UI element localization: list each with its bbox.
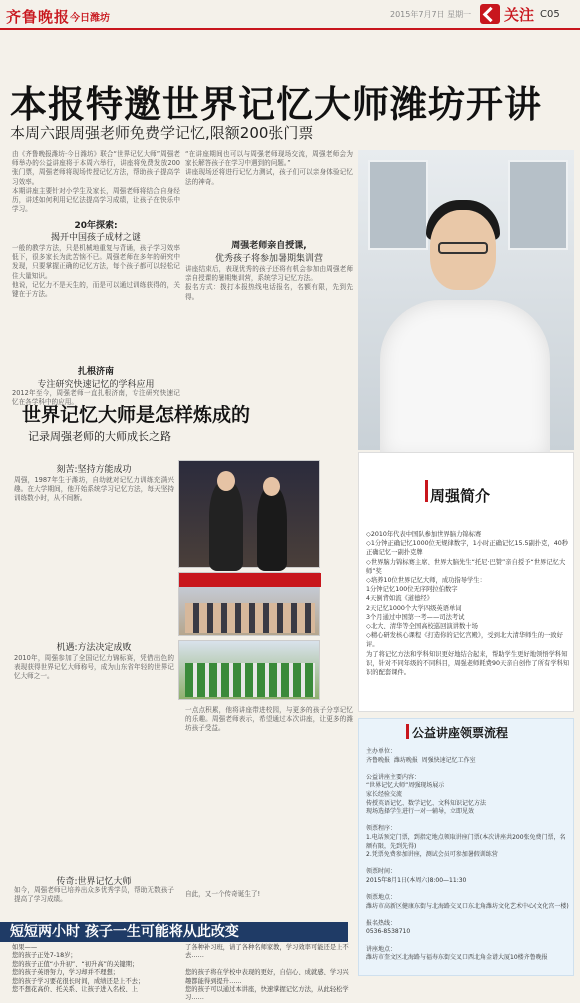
portrait-photo [358, 150, 574, 450]
section-heading: 传奇:世界记忆大师 [56, 877, 132, 887]
students-photo [178, 640, 320, 700]
section-heading: 周强老师亲自授课, [231, 241, 307, 251]
subheadline: 本周六跟周强老师免费学记忆,限额200张门票 [10, 124, 314, 142]
section-heading: 20年探索: [74, 221, 118, 231]
article-column-3a: 周强，1987年生于潍坊，自幼就对记忆力训练充满兴趣。在大学期间，他开始系统学习记忆方法，每天坚持训练数小时，从不间断。 [14, 476, 174, 503]
section-heading: 专注研究快速记忆的学科应用 [37, 380, 155, 390]
award-photo [178, 460, 320, 568]
group-photo [178, 572, 320, 636]
newspaper-logo: 齐鲁晚报 [6, 8, 71, 26]
lecture-title: 公益讲座领票流程 [412, 726, 509, 740]
accent-bar [425, 480, 428, 502]
section-heading: 优秀孩子将参加暑期集训营 [214, 254, 323, 264]
section-heading: 机遇:方法决定成败 [56, 643, 132, 653]
article-column-3b: 2010年，周强参加了全国记忆力锦标赛，凭借出色的表现获得世界记忆大师称号，成为山东省年轻的世界记忆大师之一。 [14, 654, 174, 681]
checkmark-icon [480, 4, 500, 24]
headline: 本报特邀世界记忆大师潍坊开讲 [10, 83, 542, 126]
section-heading: 扎根济南 [77, 367, 114, 377]
promo-text-left: 如果—— 您的孩子正处7-18岁； 您的孩子正值“小升初”、“初升高”的关键期； 您的孩子英语努力，学习却并不理想； 您的孩子学习要花很长时间，成绩还是上不去； 您不想花高价、托关系、让孩子进入名校、上 [12, 944, 145, 994]
article-column-2a: “在讲座期间也可以与周强老师现场交流，周强老师会为家长解答孩子在学习中遇到的问题。” 讲座现场还将进行记忆力测试，孩子们可以亲身体验记忆法的神奇。 [185, 150, 353, 186]
masthead [0, 0, 580, 30]
article-column-1b: 一般的教学方法，只是机械地重复与背诵，孩子学习效率低下，很多家长为此苦恼不已。周强老师在多年的研究中发现，只要掌握正确的记忆方法，每个孩子都可以轻松记住大量知识。 他说，记忆力不是天生的，而是可以通过训练获得的，关键在于方法。 [12, 244, 180, 299]
edition-tag: 今日潍坊 [70, 13, 110, 24]
article-column-4a: 一点点积累，他将讲座带进校园，与更多的孩子分享记忆的乐趣。周强老师表示，希望通过本次讲座，让更多的潍坊孩子受益。 [185, 706, 353, 733]
accent-bar [406, 724, 409, 739]
lecture-text: 主办单位： 齐鲁晚报 潍坊晚报 周强快速记忆工作室 公益讲座主要内容： “世界记忆大师”周强现场展示 家长经验交流 传授英语记忆、数学记忆、文科知识记忆方法 现场选择学生进行一对一辅导，立即见效 领票程序： 1.电话预定门票，到指定地点领取讲座门票(本次讲座共200张免费门票，名额有限，先到先得) 2.凭票免费参加讲座，测试会员可参加暑假训练营 领票时间： 2015年8月1日(本周六)8:00—11:30 领票地点： 潍坊市高新区健康东街与北海路交叉口东北角潍坊文化艺术中心(文化宫一楼) 报名热线： 0536-8538710 讲座地点： 潍坊市奎文区北海路与福寿东街交叉口西北角金谱大厦10楼齐鲁晚报 [366, 748, 569, 962]
article-column-4b: 自此，又一个传奇诞生了! [185, 890, 261, 898]
feature-title: 世界记忆大师是怎样炼成的 [22, 404, 251, 426]
dateline: 2015年7月7日 星期一 [390, 10, 472, 19]
section-heading: 揭开中国孩子成材之谜 [50, 233, 141, 243]
article-column-1c: 2012年至今，周强老师一直扎根济南，专注研究快速记忆在各学科中的应用。 [12, 389, 180, 407]
article-column-1a: 由《齐鲁晚报潍坊·今日潍坊》联合“世界记忆大师”周强老师举办的公益讲座将于本周六举行，讲座将免费发放200张门票，周强老师将现场传授记忆方法，帮助孩子提高学习效率。 本期讲座主要针对小学生及家长，周强老师将结合自身经历，讲述如何利用记忆法提高学习成绩，让孩子在快乐中学习。 [12, 150, 180, 214]
section-name: 关注 [504, 5, 535, 24]
promo-banner: 短短两小时 孩子一生可能将从此改变 [0, 922, 348, 942]
article-column-2b: 讲座结束后，表现优秀的孩子还将有机会参加由周强老师亲自授课的暑期集训营，系统学习记忆方法。 报名方式：拨打本报热线电话报名，名额有限，先到先得。 [185, 265, 353, 301]
section-label [480, 3, 560, 25]
bio-text: ◇2010年代表中国队参加世界脑力锦标赛 ◇1分钟正确记忆1000位无规律数字，1小时正确记忆15.5副扑克，40秒正确记忆一副扑克牌 ◇世界脑力锦标赛主席、世界大脑先生“托尼·巴赞”亲自授予“世界记忆大师”奖 ◇培养10位世界记忆大师，成功指导学生： 1分钟记忆100位无序阿拉伯数字 4天倒背如流《道德经》 2天记忆1000个大学四级英语单词 3个月通过中国第一考——司法考试 ◇北大、清华等全国高校巡回演讲数十场 ◇精心研发核心课程《打造你的记忆宫殿》，受到北大清华师生的一致好评。 为了将记忆方法和学科知识更好地结合起来，帮助学生更好地领悟学科知识，针对不同年级的不同科目，周强老师耗费90天亲自创作了所有学科知识的配套课件。 [366, 531, 570, 677]
bio-title: 周强简介 [430, 487, 491, 505]
feature-subtitle: 记录周强老师的大师成长之路 [28, 430, 171, 443]
article-column-3c: 如今，周强老师已培养出众多优秀学员，帮助无数孩子提高了学习成绩。 [14, 886, 174, 904]
promo-text-right: 了各种补习班，请了各种名师家教，学习效率可能还是上不去…… 您的孩子将在学校中表现的更好，自信心、成就感、学习兴趣都能得到提升…… 您的孩子可以通过本讲座，快速掌握记忆方法，从此轻松学习…… [185, 944, 349, 1002]
section-heading: 刻苦:坚持方能成功 [56, 465, 132, 475]
page-number: C05 [540, 8, 560, 20]
